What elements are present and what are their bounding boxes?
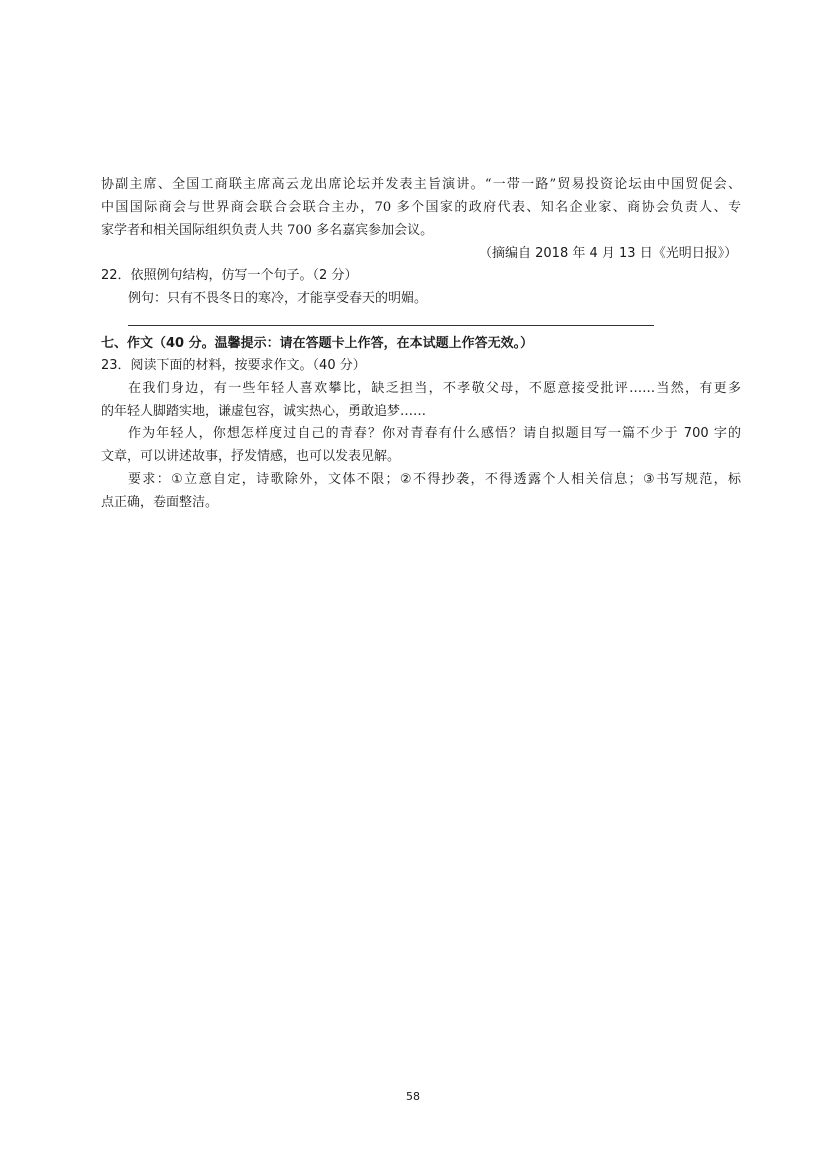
material-line-2: 的年轻人脚踏实地，谦虚包容，诚实热心，勇敢追梦……	[101, 404, 427, 419]
question-line-2: 文章，可以讲述故事，抒发情感，也可以发表见解。	[101, 449, 401, 464]
page-number: 58	[406, 1090, 420, 1103]
passage-line-3: 家学者和相关国际组织负责人共 700 多名嘉宾参加会议。	[101, 223, 434, 238]
requirement-line-1: 要求：①立意自定，诗歌除外，文体不限；②不得抄袭，不得透露个人相关信息；③书写规范，标	[128, 472, 741, 487]
requirement-line-2: 点正确，卷面整洁。	[101, 495, 219, 510]
question-22-example: 例句：只有不畏冬日的寒冷，才能享受春天的明媚。	[128, 291, 428, 306]
question-line-1: 作为年轻人，你想怎样度过自己的青春？你对青春有什么感悟？请自拟题目写一篇不少于 700 字的	[128, 426, 741, 441]
passage-source: （摘编自 2018 年 4 月 13 日《光明日报》）	[479, 246, 738, 261]
passage-line-1: 协副主席、全国工商联主席高云龙出席论坛并发表主旨演讲。“一带一路”贸易投资论坛由中国贸促会、	[101, 177, 741, 192]
section-7-heading: 七、作文（40 分。温馨提示：请在答题卡上作答，在本试题上作答无效。）	[101, 336, 534, 351]
material-line-1: 在我们身边，有一些年轻人喜欢攀比，缺乏担当，不孝敬父母，不愿意接受批评……当然，有更多	[128, 381, 741, 396]
question-23-prompt: 23．阅读下面的材料，按要求作文。（40 分）	[101, 358, 366, 373]
question-22-prompt: 22．依照例句结构，仿写一个句子。（2 分）	[101, 268, 358, 283]
answer-blank-line	[128, 325, 654, 326]
passage-line-2: 中国国际商会与世界商会联合会联合主办，70 多个国家的政府代表、知名企业家、商协会负责人、专	[101, 200, 741, 215]
